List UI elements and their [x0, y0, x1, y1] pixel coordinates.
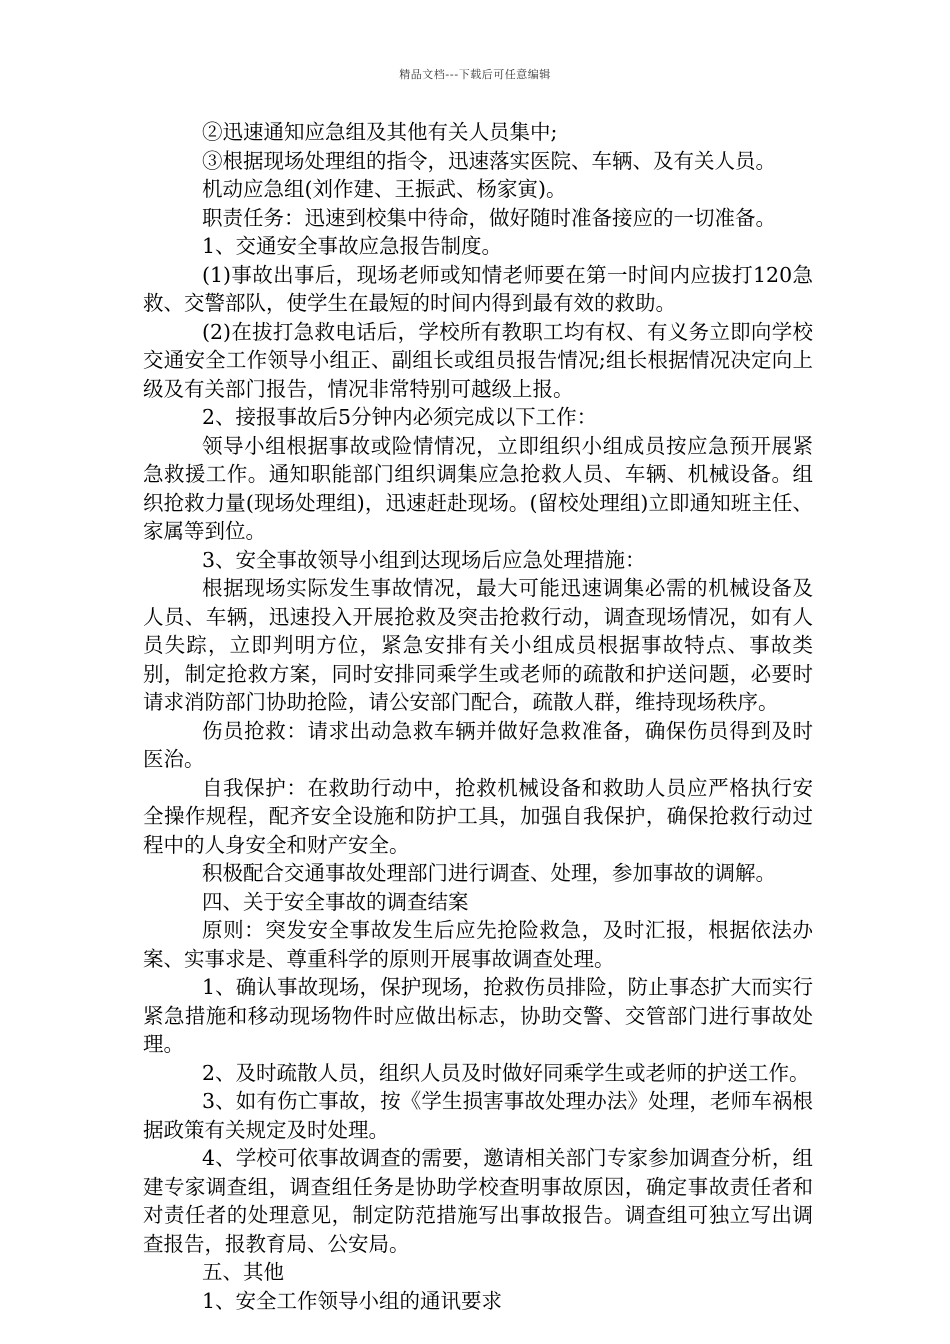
paragraph: 职责任务：迅速到校集中待命，做好随时准备接应的一切准备。: [202, 205, 776, 230]
page-header: 精品文档---下载后可任意编辑: [399, 68, 551, 81]
paragraph: 1、确认事故现场，保护现场，抢救伤员排险，防止事态扩大而实行紧急措施和移动现场物件时应做出标志，协助交警、交管部门进行事故处理。: [143, 975, 813, 1056]
paragraph: 自我保护：在救助行动中，抢救机械设备和救助人员应严格执行安全操作规程，配齐安全设施和防护工具，加强自我保护，确保抢救行动过程中的人身安全和财产安全。: [143, 775, 813, 857]
paragraph: 1、交通安全事故应急报告制度。: [202, 234, 503, 258]
paragraph: ③根据现场处理组的指令，迅速落实医院、车辆、及有关人员。: [202, 148, 776, 173]
paragraph: ②迅速通知应急组及其他有关人员集中;: [202, 120, 558, 144]
section-heading: 四、关于安全事故的调查结案: [202, 889, 469, 914]
section-heading: 五、其他: [202, 1260, 284, 1284]
paragraph: 2、及时疏散人员，组织人员及时做好同乘学生或老师的护送工作。: [202, 1060, 810, 1085]
paragraph: 4、学校可依事故调查的需要，邀请相关部门专家参加调查分析，组建专家调查组，调查组任务是协助学校查明事故原因，确定事故责任者和对责任者的处理意见，制定防范措施写出事故报告。调查组可独立写出调查报告，报教育局、公安局。: [143, 1146, 813, 1256]
paragraph: (1)事故出事后，现场老师或知情老师要在第一时间内应拔打120急救、交警部队，使学生在最短的时间内得到最有效的救助。: [143, 262, 813, 315]
paragraph: (2)在拔打急救电话后，学校所有教职工均有权、有义务立即向学校交通安全工作领导小组正、副组长或组员报告情况;组长根据情况决定向上级及有关部门报告，情况非常特别可越级上报。: [143, 319, 813, 401]
paragraph: 1、安全工作领导小组的通讯要求: [202, 1288, 503, 1313]
paragraph: 伤员抢救：请求出动急救车辆并做好急救准备，确保伤员得到及时医治。: [143, 718, 813, 771]
paragraph: 领导小组根据事故或险情情况，立即组织小组成员按应急预开展紧急救援工作。通知职能部门组织调集应急抢救人员、车辆、机械设备。组织抢救力量(现场处理组)，迅速赶赴现场。(留校处理组)立即通知班主任、家属等到位。: [143, 433, 813, 543]
paragraph: 原则：突发安全事故发生后应先抢险救急，及时汇报，根据依法办案、实事求是、尊重科学的原则开展事故调查处理。: [143, 918, 813, 971]
paragraph: 3、如有伤亡事故，按《学生损害事故处理办法》处理，老师车祸根据政策有关规定及时处理。: [143, 1089, 813, 1142]
document-body: [143, 118, 813, 1315]
paragraph: 根据现场实际发生事故情况，最大可能迅速调集必需的机械设备及人员、车辆，迅速投入开展抢救及突击抢救行动，调查现场情况，如有人员失踪，立即判明方位，紧急安排有关小组成员根据事故特点、事故类别，制定抢救方案，同时安排同乘学生或老师的疏散和护送问题，必要时请求消防部门协助抢险，请公安部门配合，疏散人群，维持现场秩序。: [143, 576, 813, 714]
paragraph: 2、接报事故后5分钟内必须完成以下工作：: [202, 405, 598, 429]
paragraph: 积极配合交通事故处理部门进行调查、处理，参加事故的调解。: [202, 861, 776, 885]
paragraph: 机动应急组(刘作建、王振武、杨家寅)。: [202, 177, 567, 201]
paragraph: 3、安全事故领导小组到达现场后应急处理措施：: [202, 547, 646, 572]
